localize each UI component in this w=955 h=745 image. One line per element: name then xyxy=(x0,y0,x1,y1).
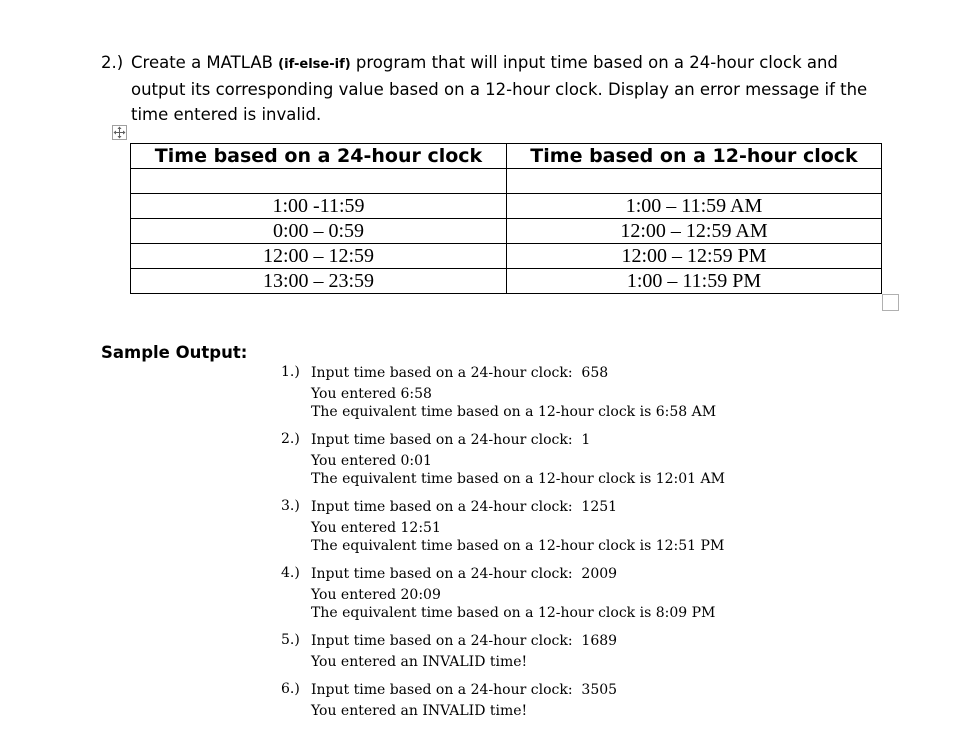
table-cell: 12:00 – 12:59 AM xyxy=(507,219,882,244)
table-row xyxy=(131,194,882,219)
conversion-table xyxy=(130,143,882,294)
sample-item xyxy=(281,565,801,622)
sample-output-line: You entered 0:01 xyxy=(311,453,432,469)
sample-input-line: Input time based on a 24-hour clock: 1 xyxy=(311,432,591,448)
sample-item xyxy=(281,498,801,555)
sample-item xyxy=(281,681,801,720)
sample-number: 4.) xyxy=(281,565,300,581)
question-number: 2.) xyxy=(101,53,124,72)
sample-item xyxy=(281,632,801,671)
table-row xyxy=(131,269,882,294)
table-cell: 12:00 – 12:59 xyxy=(131,244,507,269)
sample-number: 5.) xyxy=(281,632,300,648)
sample-input-line: Input time based on a 24-hour clock: 1251 xyxy=(311,499,618,515)
sample-output-line: You entered an INVALID time! xyxy=(311,703,528,719)
question-text-before: Create a MATLAB xyxy=(131,53,279,72)
sample-output-line: The equivalent time based on a 12-hour clock is 12:01 AM xyxy=(311,471,725,487)
table-cell xyxy=(507,169,882,194)
question-text xyxy=(131,50,881,127)
sample-output-line: You entered 12:51 xyxy=(311,520,441,536)
question-code: (if-else-if) xyxy=(278,57,351,72)
header-12-hour: Time based on a 12-hour clock xyxy=(507,144,882,169)
sample-input-line: Input time based on a 24-hour clock: 658 xyxy=(311,365,609,381)
sample-output-line: The equivalent time based on a 12-hour clock is 12:51 PM xyxy=(311,538,725,554)
table-cell: 1:00 – 11:59 AM xyxy=(507,194,882,219)
move-arrows-icon[interactable] xyxy=(112,125,127,140)
header-24-hour: Time based on a 24-hour clock xyxy=(131,144,507,169)
sample-input-line: Input time based on a 24-hour clock: 2009 xyxy=(311,566,618,582)
sample-output-line: The equivalent time based on a 12-hour clock is 6:58 AM xyxy=(311,404,717,420)
resize-square-icon[interactable] xyxy=(882,294,899,311)
sample-output-line: The equivalent time based on a 12-hour clock is 8:09 PM xyxy=(311,605,716,621)
table-header-row xyxy=(131,144,882,169)
sample-number: 6.) xyxy=(281,681,300,697)
table-cell: 13:00 – 23:59 xyxy=(131,269,507,294)
sample-item xyxy=(281,364,801,421)
table-cell xyxy=(131,169,507,194)
sample-number: 3.) xyxy=(281,498,300,514)
sample-output-line: You entered 6:58 xyxy=(311,386,432,402)
sample-item xyxy=(281,431,801,488)
sample-output-line: You entered 20:09 xyxy=(311,587,441,603)
table-blank-row xyxy=(131,169,882,194)
table-cell: 1:00 – 11:59 PM xyxy=(507,269,882,294)
sample-input-line: Input time based on a 24-hour clock: 3505 xyxy=(311,682,618,698)
sample-input-line: Input time based on a 24-hour clock: 1689 xyxy=(311,633,618,649)
table-cell: 12:00 – 12:59 PM xyxy=(507,244,882,269)
table-row xyxy=(131,244,882,269)
question-text-after: program that will input time based on a 24-hour clock and output its corresponding value based on a 12-hour clock. Display an error message if the time entered is invalid. xyxy=(131,53,868,124)
sample-number: 1.) xyxy=(281,364,300,380)
table-cell: 0:00 – 0:59 xyxy=(131,219,507,244)
table-cell: 1:00 -11:59 xyxy=(131,194,507,219)
question-block xyxy=(101,50,881,127)
sample-number: 2.) xyxy=(281,431,300,447)
table-row xyxy=(131,219,882,244)
sample-output-title: Sample Output: xyxy=(101,343,248,362)
sample-output-line: You entered an INVALID time! xyxy=(311,654,528,670)
